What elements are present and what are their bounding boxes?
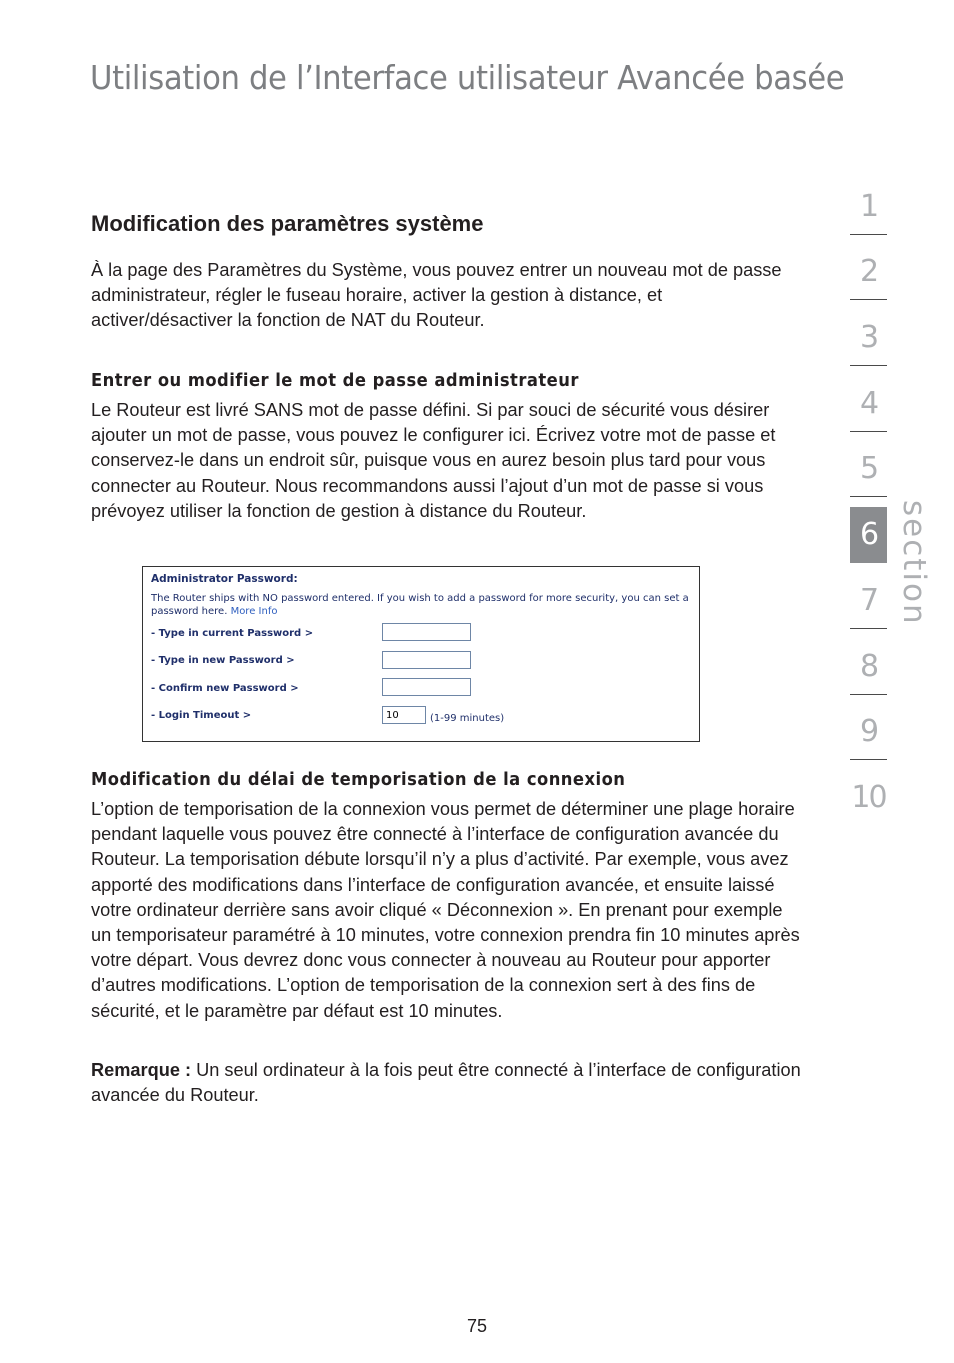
login-timeout-input[interactable] xyxy=(382,706,426,724)
section-divider xyxy=(850,234,887,235)
section-tab-9[interactable]: 9 xyxy=(859,714,878,749)
section-divider xyxy=(850,496,887,497)
login-timeout-hint: (1-99 minutes) xyxy=(430,713,505,724)
section-divider xyxy=(850,759,887,760)
section-tab-1[interactable]: 1 xyxy=(859,189,878,224)
section-divider xyxy=(850,628,887,629)
timeout-subheading: Modification du délai de temporisation de la connexion xyxy=(91,770,626,790)
note-paragraph xyxy=(91,1058,806,1108)
section-tab-8[interactable]: 8 xyxy=(859,649,878,684)
password-paragraph: Le Routeur est livré SANS mot de passe défini. Si par souci de sécurité vous désirer ajouter un mot de passe, vous pouvez le configurer ici. Écrivez votre mot de passe et conservez-le dans un endroit sûr, puisque vous en aurez besoin plus tard pour vous connecter au Routeur. Nous recommandons aussi l’ajout d’un mot de passe si vous prévoyez utiliser la fonction de gestion à distance du Routeur. xyxy=(91,400,776,521)
note-text: Un seul ordinateur à la fois peut être connecté à l’interface de configuration avancée du Routeur. xyxy=(91,1060,801,1106)
section-tab-2[interactable]: 2 xyxy=(859,254,878,289)
note-label: Remarque : xyxy=(91,1060,192,1080)
new-password-input[interactable] xyxy=(382,651,471,669)
section-divider xyxy=(850,431,887,432)
login-timeout-label: - Login Timeout > xyxy=(151,710,252,721)
section-divider xyxy=(850,365,887,366)
section-tab-5[interactable]: 5 xyxy=(859,451,878,486)
section-divider xyxy=(850,299,887,300)
section-tab-10[interactable]: 10 xyxy=(851,780,886,815)
section-tab-4[interactable]: 4 xyxy=(859,386,878,421)
more-info-link[interactable]: More Info xyxy=(230,606,278,617)
router-password-title: Administrator Password: xyxy=(151,573,298,585)
page-title: Utilisation de l’Interface utilisateur Avancée basée xyxy=(90,58,845,97)
new-password-label: - Type in new Password > xyxy=(151,655,295,666)
router-password-description xyxy=(151,592,696,618)
current-password-label: - Type in current Password > xyxy=(151,628,314,639)
timeout-paragraph: L’option de temporisation de la connexion vous permet de déterminer une plage horaire pendant laquelle vous pouvez être connecté à l’interface de configuration avancée du Routeur. La temporisation débute lorsqu’il n’y a plus d’activité. Par exemple, vous avez apporté des modifications dans l’interface de configuration avancée, et ensuite laissé votre ordinateur derrière sans avoir cliqué « Déconnexion ». En prenant pour exemple un temporisateur paramétré à 10 minutes, votre connexion prendra fin 10 minutes après votre départ. Vous devrez donc vous connecter à nouveau au Routeur pour apporter d’autres modifications. L’option de temporisation de la connexion sert à des fins de sécurité, et le paramètre par défaut est 10 minutes. xyxy=(91,799,800,1021)
page-number: 75 xyxy=(466,1316,488,1336)
password-subheading: Entrer ou modifier le mot de passe administrateur xyxy=(91,371,579,391)
router-password-desc-text: The Router ships with NO password entered. If you wish to add a password for more security, you can set a password here. xyxy=(151,593,689,617)
section-tab-3[interactable]: 3 xyxy=(859,320,878,355)
confirm-password-label: - Confirm new Password > xyxy=(151,683,299,694)
current-password-input[interactable] xyxy=(382,623,471,641)
section-label: section xyxy=(896,500,932,626)
router-password-screenshot xyxy=(142,566,700,742)
section-heading: Modification des paramètres système xyxy=(91,211,484,236)
intro-paragraph: À la page des Paramètres du Système, vous pouvez entrer un nouveau mot de passe administrateur, régler le fuseau horaire, activer la gestion à distance, et activer/désactiver la fonction de NAT du Routeur. xyxy=(91,260,782,331)
section-divider xyxy=(850,694,887,695)
section-tab-7[interactable]: 7 xyxy=(859,583,878,618)
confirm-password-input[interactable] xyxy=(382,678,471,696)
section-tab-6-active[interactable]: 6 xyxy=(850,507,887,563)
